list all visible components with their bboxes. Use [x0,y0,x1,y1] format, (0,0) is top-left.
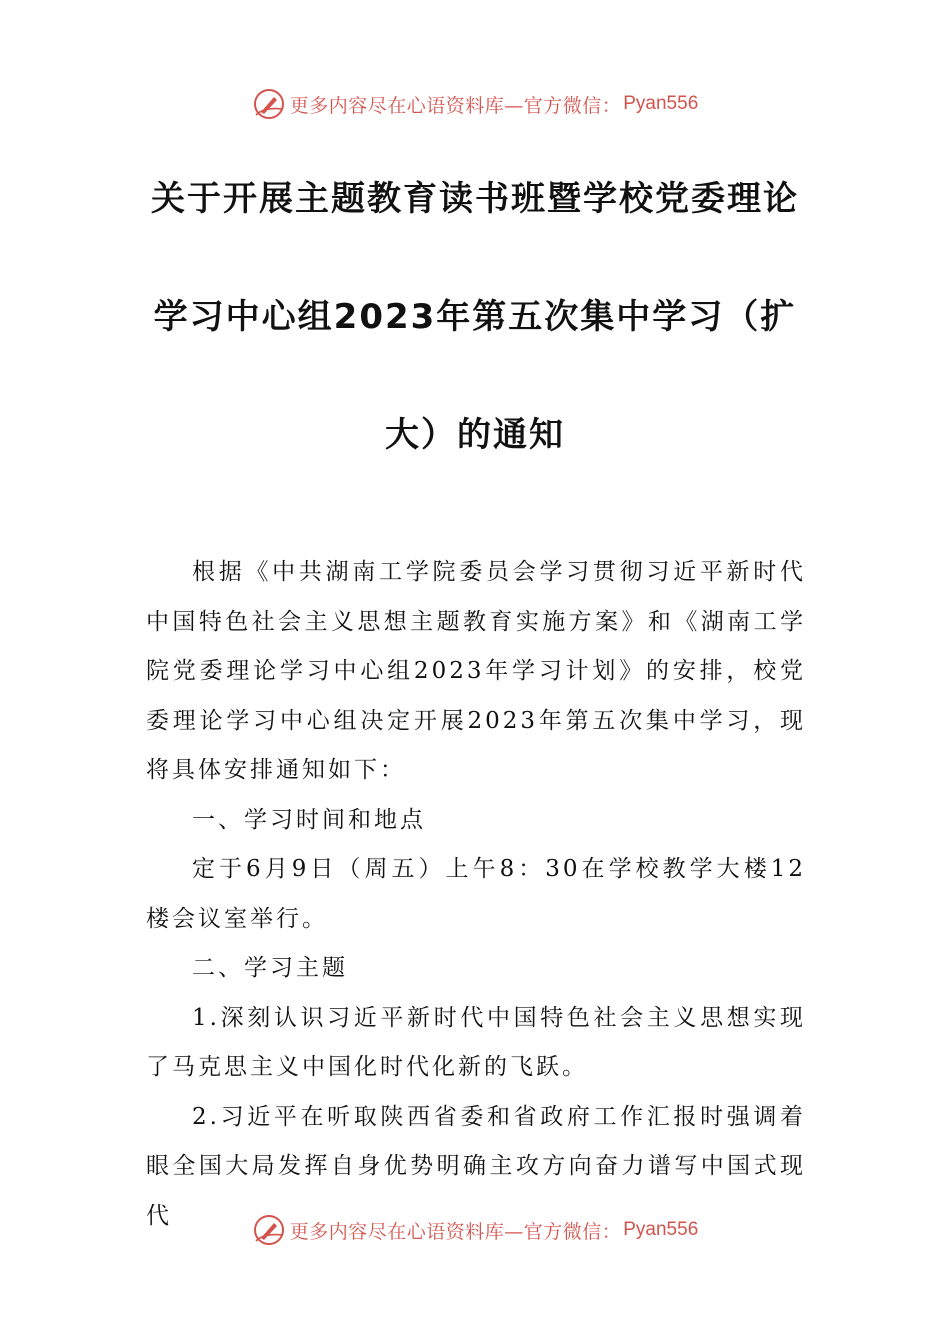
watermark-text: 更多内容尽在心语资料库—官方微信： [289,94,622,117]
watermark-wechat-id: Pyan556 [623,1219,699,1240]
paragraph-theme-2: 2.习近平在听取陕西省委和省政府工作汇报时强调着眼全国大局发挥自身优势明确主攻方向奋力谱写中国式现代 [146,1103,806,1229]
paragraph-theme-1: 1.深刻认识习近平新时代中国特色社会主义思想实现了马克思主义中国化时代化新的飞跃。 [146,1004,806,1080]
document-body [146,548,806,1241]
section-heading-theme: 二、学习主题 [192,955,348,981]
document-title-line-3: 大）的通知 [385,415,565,455]
pen-logo-icon [252,1213,286,1247]
section-heading-time-place: 一、学习时间和地点 [192,806,426,833]
paragraph-intro: 根据《中共湖南工学院委员会学习贯彻习近平新时代中国特色社会主义思想主题教育实施方案》和《湖南工学院党委理论学习中心组2023年学习计划》的安排，校党委理论学习中心组决定开展2023年第五次集中学习，现将具体安排通知如下： [146,559,806,783]
watermark-banner-bottom [0,1210,950,1250]
watermark-text: 更多内容尽在心语资料库—官方微信： [289,1220,622,1243]
document-title-line-2: 学习中心组2023年第五次集中学习（扩 [153,297,797,337]
paragraph-time-place: 定于6月9日（周五）上午8：30在学校教学大楼12楼会议室举行。 [146,856,806,932]
watermark-banner-top [0,84,950,124]
watermark-wechat-id: Pyan556 [623,93,699,114]
document-title-line-1: 关于开展主题教育读书班暨学校党委理论 [151,179,799,219]
pen-logo-icon [252,87,286,121]
